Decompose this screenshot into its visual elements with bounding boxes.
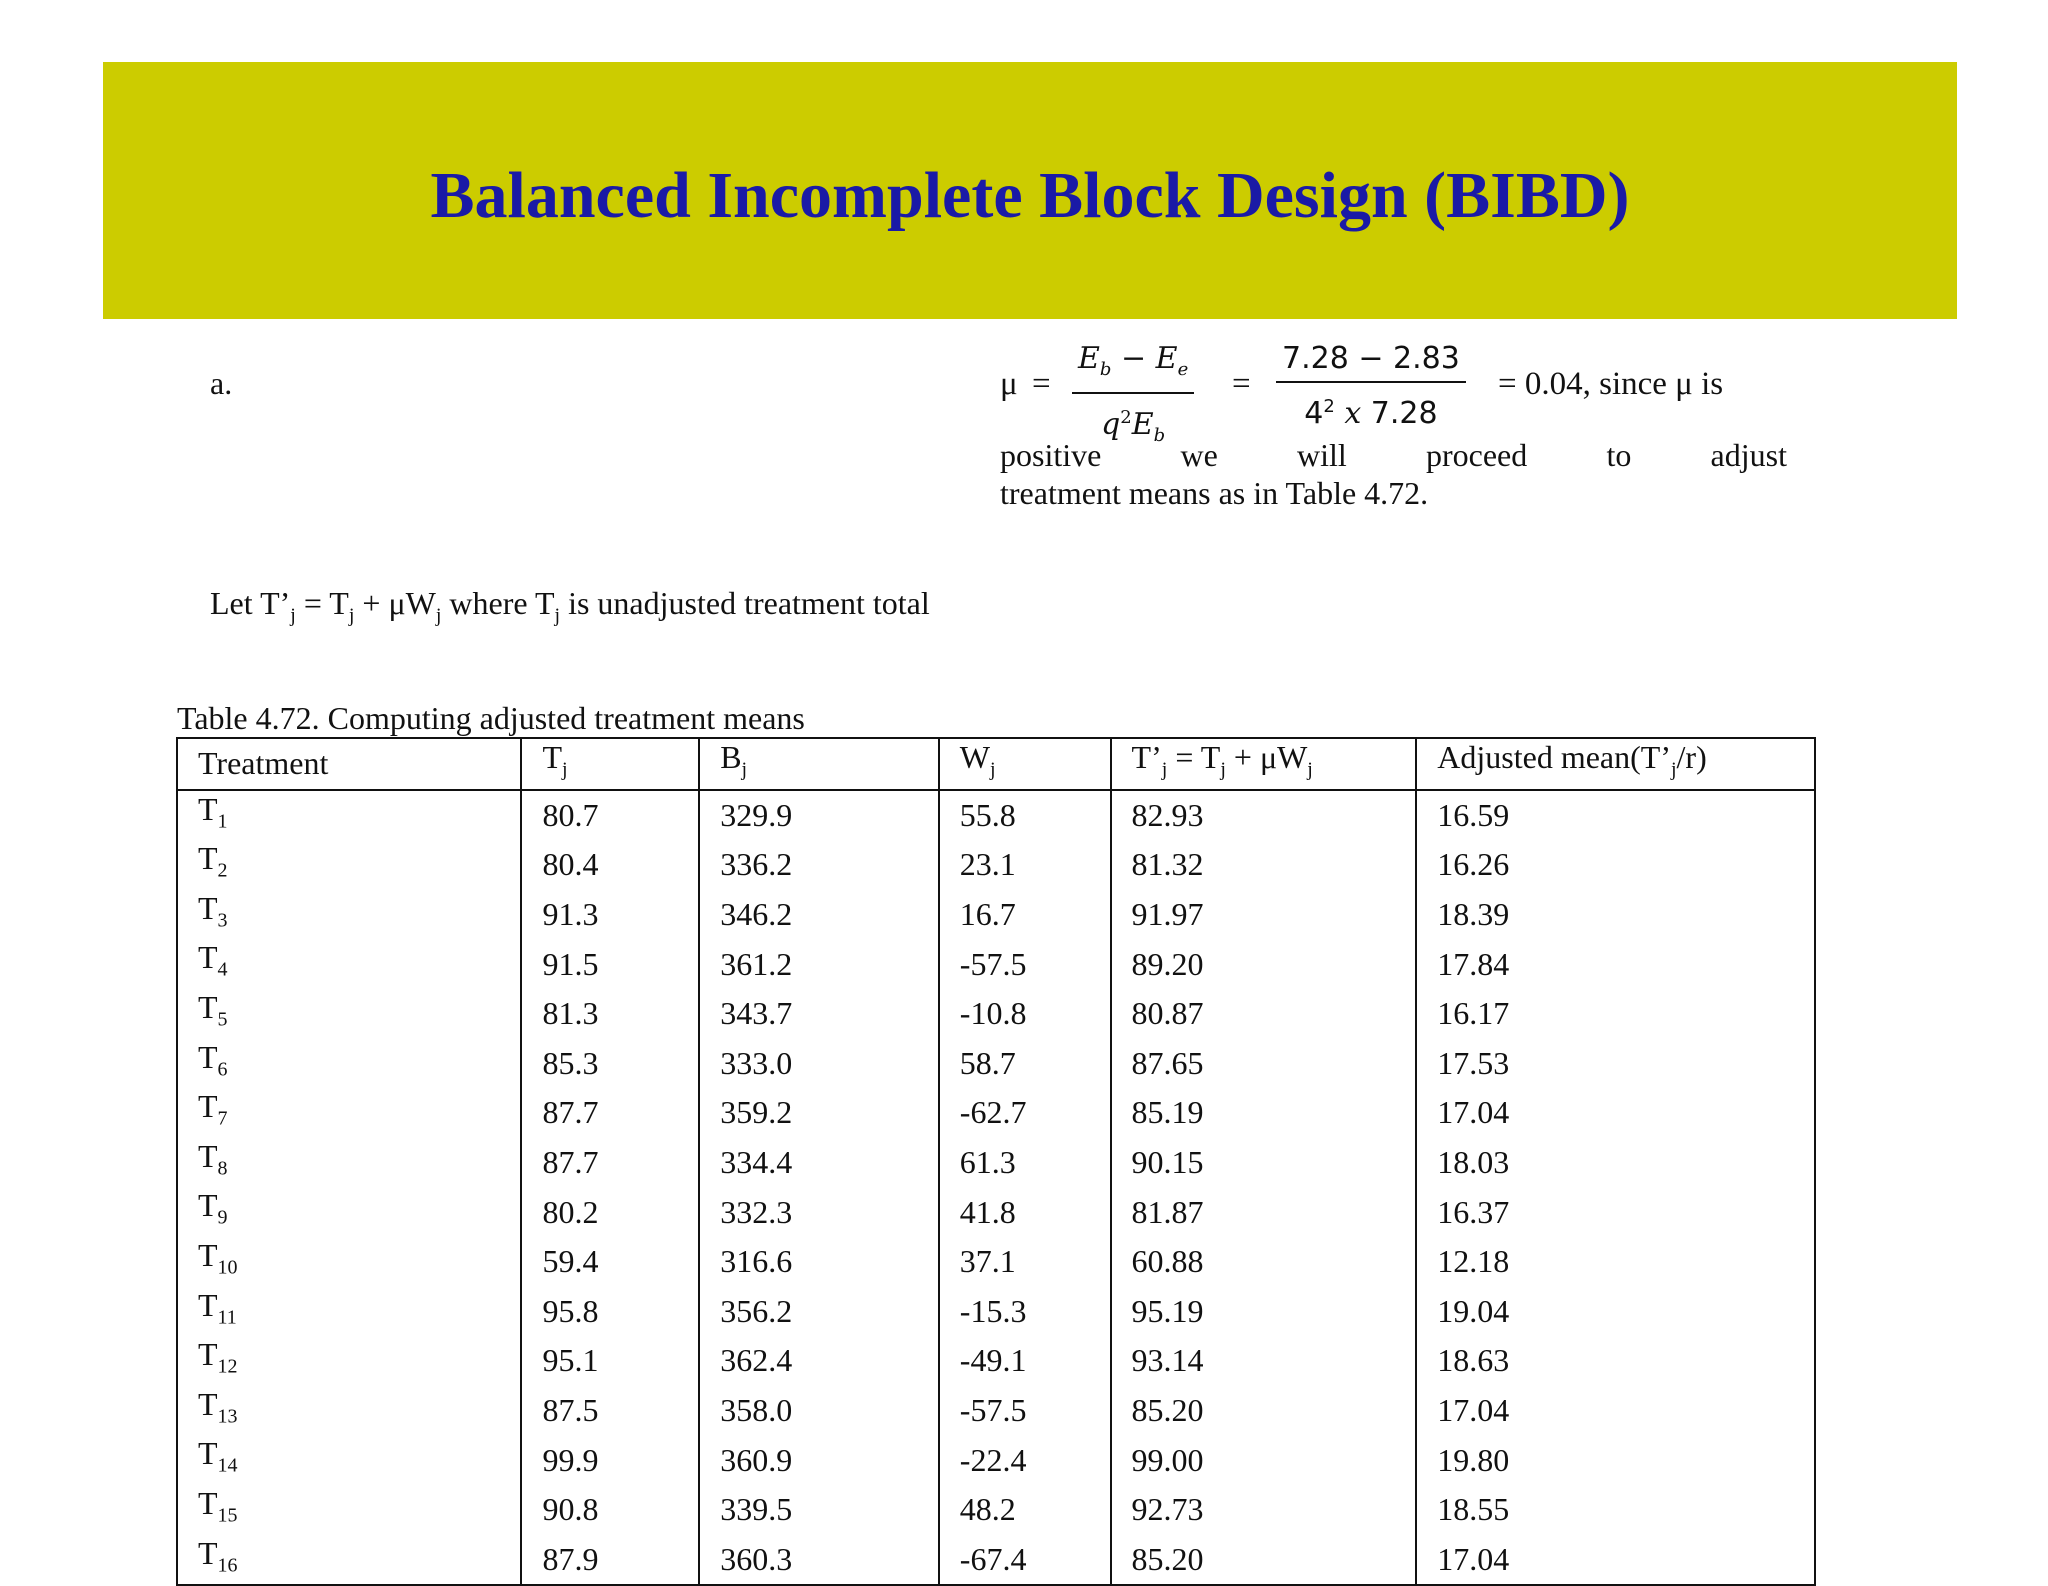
cell-wj: 41.8 <box>939 1187 1111 1237</box>
cell-adjusted-mean: 18.39 <box>1416 890 1815 940</box>
title-banner <box>103 62 1957 319</box>
fraction-numerator: $E_b - E_e$ <box>1072 337 1194 394</box>
cell-adjusted-total: 80.87 <box>1111 989 1417 1039</box>
cell-tj: 91.5 <box>521 939 699 989</box>
cell-treatment: $T_3$ <box>177 890 521 940</box>
cell-adjusted-total: 90.15 <box>1111 1138 1417 1188</box>
equals-sign-2: = <box>1232 366 1251 402</box>
numeric-denominator: $4^2$ x 7.28 <box>1304 396 1438 431</box>
cell-wj: -62.7 <box>939 1088 1111 1138</box>
cell-bj: 362.4 <box>699 1336 939 1386</box>
cell-bj: 343.7 <box>699 989 939 1039</box>
table-body <box>177 790 1815 1586</box>
word: will <box>1297 437 1347 473</box>
word: we <box>1180 437 1218 473</box>
cell-treatment: $T_6$ <box>177 1039 521 1089</box>
cell-bj: 339.5 <box>699 1485 939 1535</box>
cell-wj: 58.7 <box>939 1039 1111 1089</box>
cell-treatment: $T_5$ <box>177 989 521 1039</box>
header-tj: $T_j$ <box>521 738 699 790</box>
header-treatment: Treatment <box>177 738 521 790</box>
cell-treatment: $T_2$ <box>177 840 521 890</box>
table-row <box>177 840 1815 890</box>
item-label: a. <box>210 365 233 401</box>
cell-adjusted-mean: 17.04 <box>1416 1535 1815 1586</box>
cell-bj: 316.6 <box>699 1237 939 1287</box>
cell-tj: 87.7 <box>521 1138 699 1188</box>
explanation-line-2: treatment means as in Table 4.72. <box>1000 475 1429 511</box>
table-header-row <box>177 738 1815 790</box>
cell-bj: 333.0 <box>699 1039 939 1089</box>
table-row <box>177 1187 1815 1237</box>
word: proceed <box>1425 437 1528 473</box>
cell-tj: 87.5 <box>521 1386 699 1436</box>
table-row <box>177 939 1815 989</box>
formula-result: = 0.04, since μ is <box>1498 366 1724 402</box>
cell-wj: 37.1 <box>939 1237 1111 1287</box>
cell-bj: 332.3 <box>699 1187 939 1237</box>
cell-adjusted-mean: 17.04 <box>1416 1386 1815 1436</box>
cell-tj: 81.3 <box>521 989 699 1039</box>
cell-adjusted-total: 99.00 <box>1111 1435 1417 1485</box>
mu-symbol: μ <box>1000 366 1018 402</box>
table-row <box>177 1287 1815 1337</box>
cell-adjusted-mean: 17.53 <box>1416 1039 1815 1089</box>
cell-bj: 356.2 <box>699 1287 939 1337</box>
cell-adjusted-total: 87.65 <box>1111 1039 1417 1089</box>
word: positive <box>1000 437 1102 473</box>
cell-bj: 336.2 <box>699 840 939 890</box>
cell-wj: -57.5 <box>939 939 1111 989</box>
cell-adjusted-total: 81.32 <box>1111 840 1417 890</box>
cell-adjusted-total: 92.73 <box>1111 1485 1417 1535</box>
cell-wj: 48.2 <box>939 1485 1111 1535</box>
cell-adjusted-mean: 18.55 <box>1416 1485 1815 1535</box>
adjusted-means-table <box>176 737 1816 1586</box>
header-adjusted-total: $T’_j = T_j + \mu W_j$ <box>1111 738 1417 790</box>
cell-adjusted-total: 85.19 <box>1111 1088 1417 1138</box>
table-row <box>177 1237 1815 1287</box>
cell-wj: 16.7 <box>939 890 1111 940</box>
table-row <box>177 1138 1815 1188</box>
cell-tj: 59.4 <box>521 1237 699 1287</box>
cell-adjusted-mean: 17.84 <box>1416 939 1815 989</box>
cell-wj: -22.4 <box>939 1435 1111 1485</box>
table-row <box>177 790 1815 841</box>
cell-adjusted-mean: 16.26 <box>1416 840 1815 890</box>
cell-wj: -57.5 <box>939 1386 1111 1436</box>
cell-wj: -67.4 <box>939 1535 1111 1586</box>
cell-treatment: $T_1$ <box>177 790 521 841</box>
word: to <box>1606 437 1632 473</box>
cell-tj: 80.7 <box>521 790 699 841</box>
header-adjusted-mean: Adjusted $mean(T’_j/r)$ <box>1416 738 1815 790</box>
cell-adjusted-mean: 12.18 <box>1416 1237 1815 1287</box>
cell-wj: -10.8 <box>939 989 1111 1039</box>
cell-tj: 99.9 <box>521 1435 699 1485</box>
slide-title: Balanced Incomplete Block Design (BIBD) <box>430 158 1630 232</box>
cell-treatment: $T_{16}$ <box>177 1535 521 1586</box>
cell-treatment: $T_9$ <box>177 1187 521 1237</box>
cell-adjusted-total: 85.20 <box>1111 1386 1417 1436</box>
cell-wj: 61.3 <box>939 1138 1111 1188</box>
numeric-fraction <box>1276 337 1466 438</box>
cell-tj: 80.2 <box>521 1187 699 1237</box>
cell-adjusted-total: 81.87 <box>1111 1187 1417 1237</box>
cell-adjusted-total: 82.93 <box>1111 790 1417 841</box>
cell-tj: 90.8 <box>521 1485 699 1535</box>
cell-bj: 358.0 <box>699 1386 939 1436</box>
table-row <box>177 1435 1815 1485</box>
cell-adjusted-total: 91.97 <box>1111 890 1417 940</box>
cell-adjusted-mean: 19.04 <box>1416 1287 1815 1337</box>
mu-formula <box>1000 337 1820 446</box>
table-row <box>177 1336 1815 1386</box>
table-caption: Table 4.72. Computing adjusted treatment means <box>177 700 805 736</box>
cell-treatment: $T_{12}$ <box>177 1336 521 1386</box>
header-wj: $W_j$ <box>939 738 1111 790</box>
cell-adjusted-mean: 16.59 <box>1416 790 1815 841</box>
cell-bj: 361.2 <box>699 939 939 989</box>
cell-bj: 359.2 <box>699 1088 939 1138</box>
cell-bj: 360.3 <box>699 1535 939 1586</box>
cell-bj: 334.4 <box>699 1138 939 1188</box>
cell-tj: 95.1 <box>521 1336 699 1386</box>
fraction-denominator: $q^2E_b$ <box>1101 407 1166 446</box>
cell-adjusted-mean: 17.04 <box>1416 1088 1815 1138</box>
cell-adjusted-total: 89.20 <box>1111 939 1417 989</box>
cell-adjusted-total: 93.14 <box>1111 1336 1417 1386</box>
cell-treatment: $T_{14}$ <box>177 1435 521 1485</box>
cell-treatment: $T_{13}$ <box>177 1386 521 1436</box>
cell-wj: 23.1 <box>939 840 1111 890</box>
cell-bj: 329.9 <box>699 790 939 841</box>
table-row <box>177 1386 1815 1436</box>
cell-wj: 55.8 <box>939 790 1111 841</box>
word: adjust <box>1710 437 1787 473</box>
cell-treatment: $T_{11}$ <box>177 1287 521 1337</box>
table-row <box>177 1485 1815 1535</box>
cell-adjusted-total: 85.20 <box>1111 1535 1417 1586</box>
cell-tj: 91.3 <box>521 890 699 940</box>
numeric-numerator: 7.28 − 2.83 <box>1276 337 1466 383</box>
cell-treatment: $T_7$ <box>177 1088 521 1138</box>
cell-wj: -15.3 <box>939 1287 1111 1337</box>
cell-tj: 87.7 <box>521 1088 699 1138</box>
explanation-text <box>1000 436 1787 512</box>
cell-treatment: $T_{15}$ <box>177 1485 521 1535</box>
cell-adjusted-total: 60.88 <box>1111 1237 1417 1287</box>
cell-tj: 87.9 <box>521 1535 699 1586</box>
table-row <box>177 1535 1815 1586</box>
table-row <box>177 890 1815 940</box>
cell-adjusted-mean: 16.37 <box>1416 1187 1815 1237</box>
equals-sign: = <box>1032 366 1051 402</box>
cell-adjusted-total: 95.19 <box>1111 1287 1417 1337</box>
cell-treatment: $T_4$ <box>177 939 521 989</box>
cell-adjusted-mean: 18.63 <box>1416 1336 1815 1386</box>
table-row <box>177 1088 1815 1138</box>
cell-adjusted-mean: 16.17 <box>1416 989 1815 1039</box>
header-bj: $B_j$ <box>699 738 939 790</box>
definition-line: Let $T’_j = T_j + \mu W_j$ where $T_j$ is unadjusted treatment total <box>210 585 930 627</box>
table-row <box>177 1039 1815 1089</box>
cell-bj: 346.2 <box>699 890 939 940</box>
cell-tj: 95.8 <box>521 1287 699 1337</box>
cell-treatment: $T_{10}$ <box>177 1237 521 1287</box>
cell-bj: 360.9 <box>699 1435 939 1485</box>
cell-tj: 80.4 <box>521 840 699 890</box>
cell-wj: -49.1 <box>939 1336 1111 1386</box>
explanation-line-1 <box>1000 436 1787 474</box>
cell-adjusted-mean: 18.03 <box>1416 1138 1815 1188</box>
table-row <box>177 989 1815 1039</box>
cell-treatment: $T_8$ <box>177 1138 521 1188</box>
cell-adjusted-mean: 19.80 <box>1416 1435 1815 1485</box>
cell-tj: 85.3 <box>521 1039 699 1089</box>
